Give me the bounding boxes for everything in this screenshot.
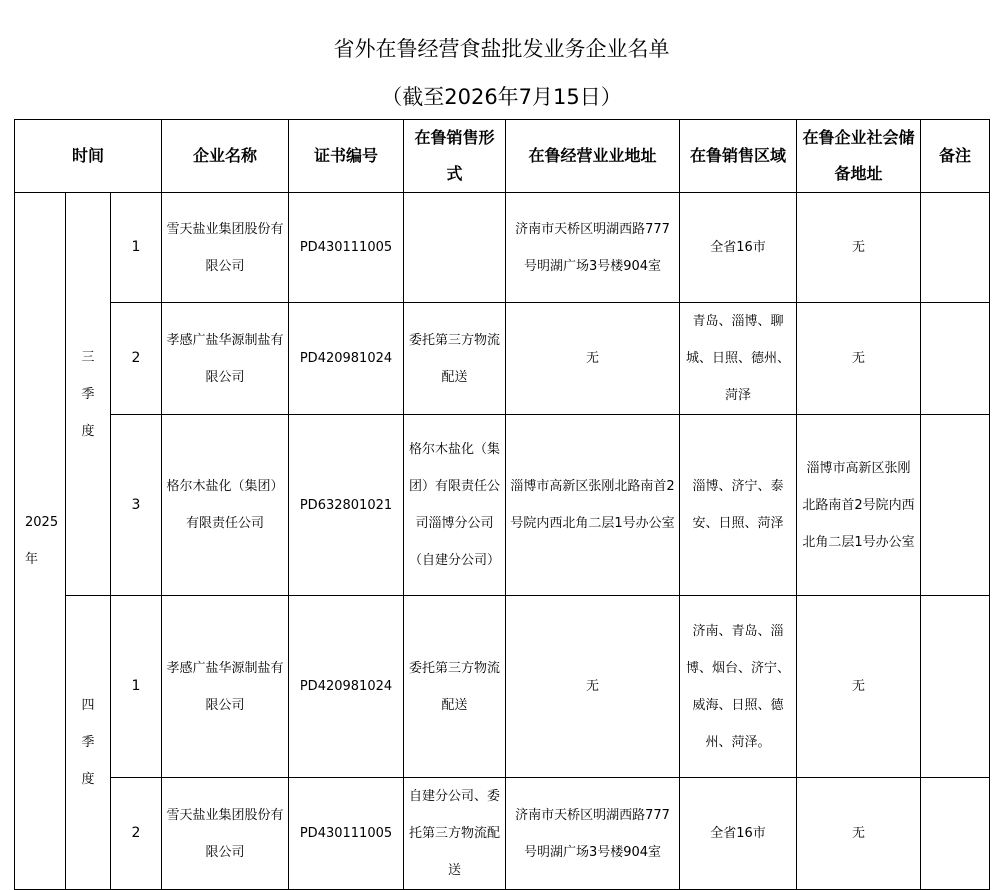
remark	[921, 415, 990, 596]
company-name: 格尔木盐化（集团）有限责任公司	[162, 415, 289, 596]
sales-form: 自建分公司、委托第三方物流配送	[404, 778, 506, 890]
sales-region: 全省16市	[680, 193, 797, 303]
header-storage: 在鲁企业社会储备地址	[797, 120, 921, 193]
remark	[921, 193, 990, 303]
storage-address: 淄博市高新区张刚北路南首2号院内西北角二层1号办公室	[797, 415, 921, 596]
cert-number: PD420981024	[289, 303, 404, 415]
row-number: 2	[111, 303, 162, 415]
sales-form: 委托第三方物流配送	[404, 303, 506, 415]
table-row	[15, 778, 990, 890]
header-remark: 备注	[921, 120, 990, 193]
table-row	[15, 303, 990, 415]
sales-form: 格尔木盐化（集团）有限责任公司淄博分公司（自建分公司）	[404, 415, 506, 596]
year-cell: 2025年	[15, 193, 66, 890]
row-number: 3	[111, 415, 162, 596]
sales-region: 青岛、淄博、聊城、日照、德州、菏泽	[680, 303, 797, 415]
table-row	[15, 193, 990, 303]
cert-number: PD430111005	[289, 193, 404, 303]
cert-number: PD430111005	[289, 778, 404, 890]
sales-region: 淄博、济宁、泰安、日照、菏泽	[680, 415, 797, 596]
quarter-cell: 三季度	[66, 193, 111, 596]
company-name: 孝感广盐华源制盐有限公司	[162, 303, 289, 415]
document-subtitle: （截至2026年7月15日）	[381, 85, 622, 109]
business-address: 无	[506, 303, 680, 415]
remark	[921, 303, 990, 415]
header-region: 在鲁销售区域	[680, 120, 797, 193]
table-row	[15, 596, 990, 778]
header-time: 时间	[15, 120, 162, 193]
company-name: 雪天盐业集团股份有限公司	[162, 778, 289, 890]
company-list-table	[14, 119, 990, 890]
quarter-cell: 四季度	[66, 596, 111, 890]
sales-region: 全省16市	[680, 778, 797, 890]
storage-address: 无	[797, 778, 921, 890]
cert-number: PD420981024	[289, 596, 404, 778]
business-address: 济南市天桥区明湖西路777号明湖广场3号楼904室	[506, 778, 680, 890]
remark	[921, 596, 990, 778]
business-address: 济南市天桥区明湖西路777号明湖广场3号楼904室	[506, 193, 680, 303]
cert-number: PD632801021	[289, 415, 404, 596]
header-addr: 在鲁经营业业地址	[506, 120, 680, 193]
storage-address: 无	[797, 193, 921, 303]
document-title: 省外在鲁经营食盐批发业务企业名单	[333, 37, 670, 61]
header-row	[15, 120, 990, 193]
row-number: 2	[111, 778, 162, 890]
company-name: 孝感广盐华源制盐有限公司	[162, 596, 289, 778]
storage-address: 无	[797, 303, 921, 415]
sales-region: 济南、青岛、淄博、烟台、济宁、威海、日照、德州、菏泽。	[680, 596, 797, 778]
header-form: 在鲁销售形式	[404, 120, 506, 193]
business-address: 淄博市高新区张刚北路南首2号院内西北角二层1号办公室	[506, 415, 680, 596]
business-address: 无	[506, 596, 680, 778]
row-number: 1	[111, 193, 162, 303]
sales-form	[404, 193, 506, 303]
header-company: 企业名称	[162, 120, 289, 193]
row-number: 1	[111, 596, 162, 778]
remark	[921, 778, 990, 890]
company-name: 雪天盐业集团股份有限公司	[162, 193, 289, 303]
table-row	[15, 415, 990, 596]
sales-form: 委托第三方物流配送	[404, 596, 506, 778]
storage-address: 无	[797, 596, 921, 778]
header-cert: 证书编号	[289, 120, 404, 193]
